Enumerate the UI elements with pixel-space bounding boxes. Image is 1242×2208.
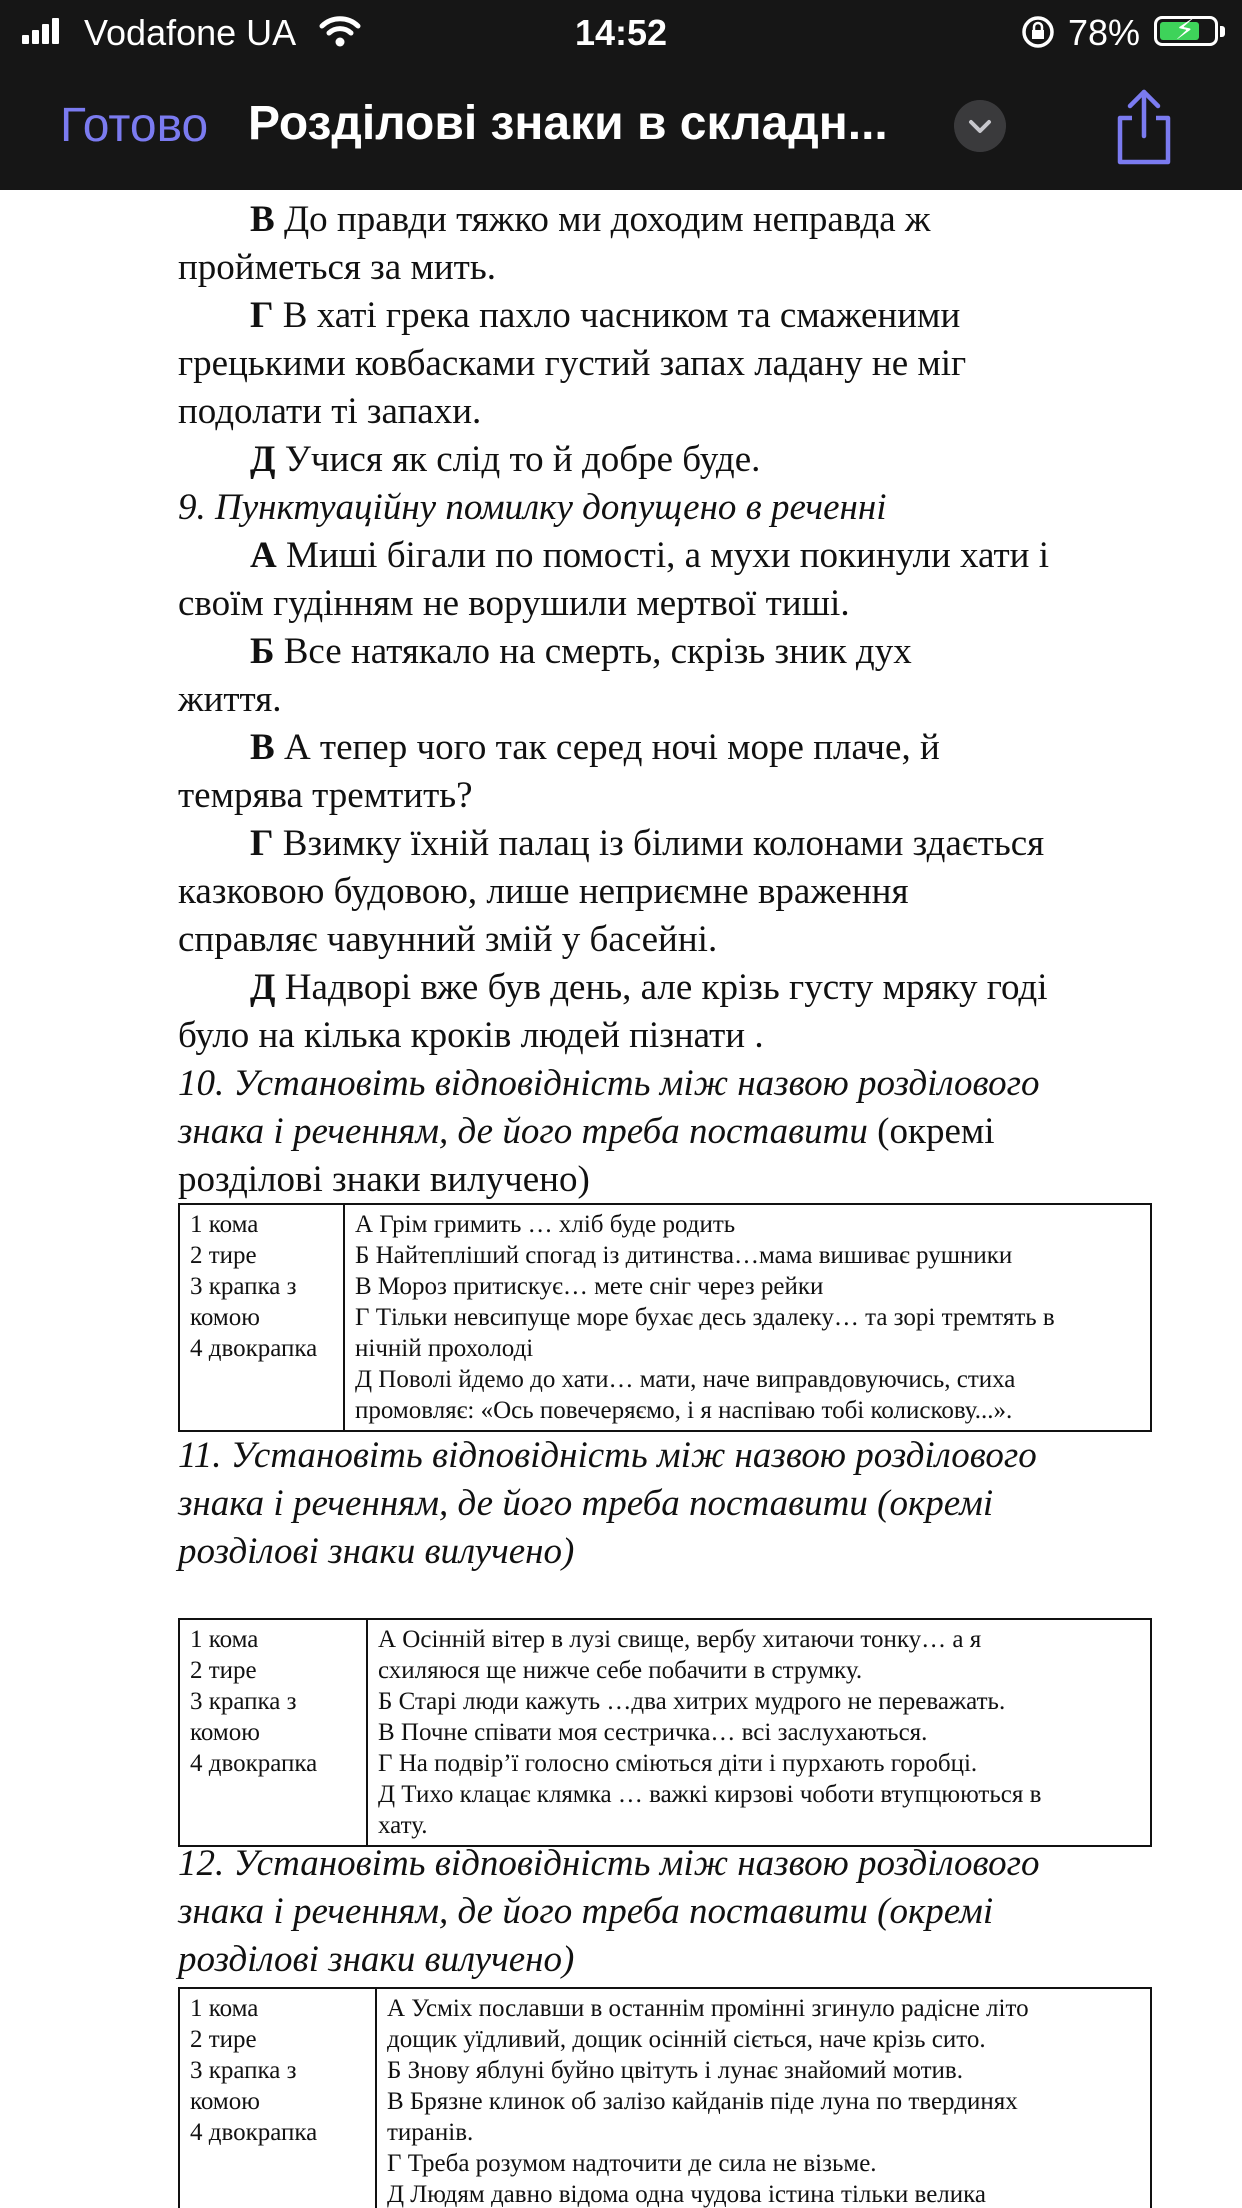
q12-title-line3: розділові знаки вилучено) — [178, 1939, 575, 1980]
q10-marks-cell: 1 кома 2 тире 3 крапка з комою 4 двокрапка — [179, 1204, 344, 1431]
q8-option-v-line1: В До правди тяжко ми доходим неправда ж — [250, 199, 931, 240]
q9-option-v-line2: темрява тремтить? — [178, 775, 473, 816]
q11-answer-table — [178, 1618, 1152, 1847]
q10-title-line1: 10. Установіть відповідність між назвою розділового — [178, 1063, 1040, 1104]
q10-title-line2: знака і реченням, де його треба поставити (окремі — [178, 1111, 995, 1152]
q9-title: 9. Пунктуаційну помилку допущено в реченні — [178, 487, 887, 528]
chevron-down-icon[interactable] — [954, 100, 1006, 152]
q9-option-b-line1: Б Все натякало на смерть, скрізь зник дух — [250, 631, 912, 672]
top-bar — [0, 0, 1242, 190]
q10-answer-table — [178, 1203, 1152, 1432]
q9-option-b-line2: життя. — [178, 679, 282, 720]
q8-option-g-line3: подолати ті запахи. — [178, 391, 482, 432]
q8-option-v-line2: пройметься за мить. — [178, 247, 496, 288]
q10-title-line3: розділові знаки вилучено) — [178, 1159, 590, 1200]
q8-option-d-line1: Д Учися як слід то й добре буде. — [250, 439, 761, 480]
document-page — [0, 190, 1242, 2208]
q12-title-line1: 12. Установіть відповідність між назвою розділового — [178, 1843, 1040, 1884]
q11-marks-cell: 1 кома 2 тире 3 крапка з комою 4 двокрапка — [179, 1619, 367, 1846]
document-title: Розділові знаки в складн... — [248, 97, 888, 150]
q12-options-cell: А Усміх пославши в останнім промінні згинуло радісне літо дощик уїдливий, дощик осінній сіється, наче крізь сито. Б Знову яблуні буйно цвітуть і лунає знайомий мотив. В Брязне клинок об залізо кайданів піде луна по твердинях тиранів. Г Треба розумом надточити де сила не візьме. Д Людям давно відома одна чудова істина тільки велика — [376, 1988, 1151, 2208]
clock: 14:52 — [574, 12, 668, 53]
q9-option-g-line2: казковою будовою, лише неприємне враження — [178, 871, 909, 912]
q10-options-cell: А Грім гримить … хліб буде родить Б Найтепліший спогад із дитинства…мама вишиває рушники В Мороз притискує… мете сніг через рейки Г Тільки невсипуще море бухає десь здалеку… та зорі тремтять в нічній прохолоді Д Поволі йдемо до хати… мати, наче виправдовуючись, стиха промовляє: «Ось повечеряємо, і я наспіваю тобі колискову...». — [344, 1204, 1151, 1431]
charging-bolt-icon: ⚡ — [1175, 14, 1195, 45]
carrier-name: Vodafone UA — [84, 12, 297, 53]
q9-option-d-line2: було на кілька кроків людей пізнати . — [178, 1015, 764, 1056]
battery-nub — [1220, 26, 1225, 37]
q11-title-line3: розділові знаки вилучено) — [178, 1531, 575, 1572]
share-icon[interactable] — [1112, 86, 1176, 166]
q9-option-g-line1: Г Взимку їхній палац із білими колонами здається — [250, 823, 1045, 864]
q9-option-a-line2: своїм гудінням не ворушили мертвої тиші. — [178, 583, 850, 624]
q8-option-g-line1: Г В хаті грека пахло часником та смаженими — [250, 295, 961, 336]
done-button[interactable]: Готово — [60, 99, 209, 152]
q11-title-line1: 11. Установіть відповідність між назвою розділового — [178, 1435, 1037, 1476]
q12-answer-table — [178, 1987, 1152, 2208]
navigation-bar — [0, 62, 1242, 190]
q8-option-g-line2: грецькими ковбасками густий запах ладану не міг — [178, 343, 967, 384]
q12-title-line2: знака і реченням, де його треба поставити (окремі — [178, 1891, 994, 1932]
status-bar — [0, 0, 1242, 62]
battery-icon — [1154, 16, 1218, 46]
q11-title-line2: знака і реченням, де його треба поставити (окремі — [178, 1483, 994, 1524]
battery-percent: 78% — [1068, 12, 1141, 53]
q12-marks-cell: 1 кома 2 тире 3 крапка з комою 4 двокрапка — [179, 1988, 376, 2208]
q9-option-v-line1: В А тепер чого так серед ночі море плаче, й — [250, 727, 940, 768]
orientation-lock-icon — [1020, 14, 1056, 50]
q9-option-d-line1: Д Надворі вже був день, але крізь густу мряку годі — [250, 967, 1048, 1008]
q9-option-g-line3: справляє чавунний змій у басейні. — [178, 919, 718, 960]
q9-option-a-line1: А Миші бігали по помості, а мухи покинули хати і — [250, 535, 1049, 576]
q11-options-cell: А Осінній вітер в лузі свище, вербу хитаючи тонку… а я схиляюся ще нижче себе побачити в струмку. Б Старі люди кажуть …два хитрих мудрого не переважать. В Почне співати моя сестричка… всі заслухаються. Г На подвір’ї голосно сміються діти і пурхають горобці. Д Тихо клацає клямка … важкі кирзові чоботи втупцюються в хату. — [367, 1619, 1151, 1846]
